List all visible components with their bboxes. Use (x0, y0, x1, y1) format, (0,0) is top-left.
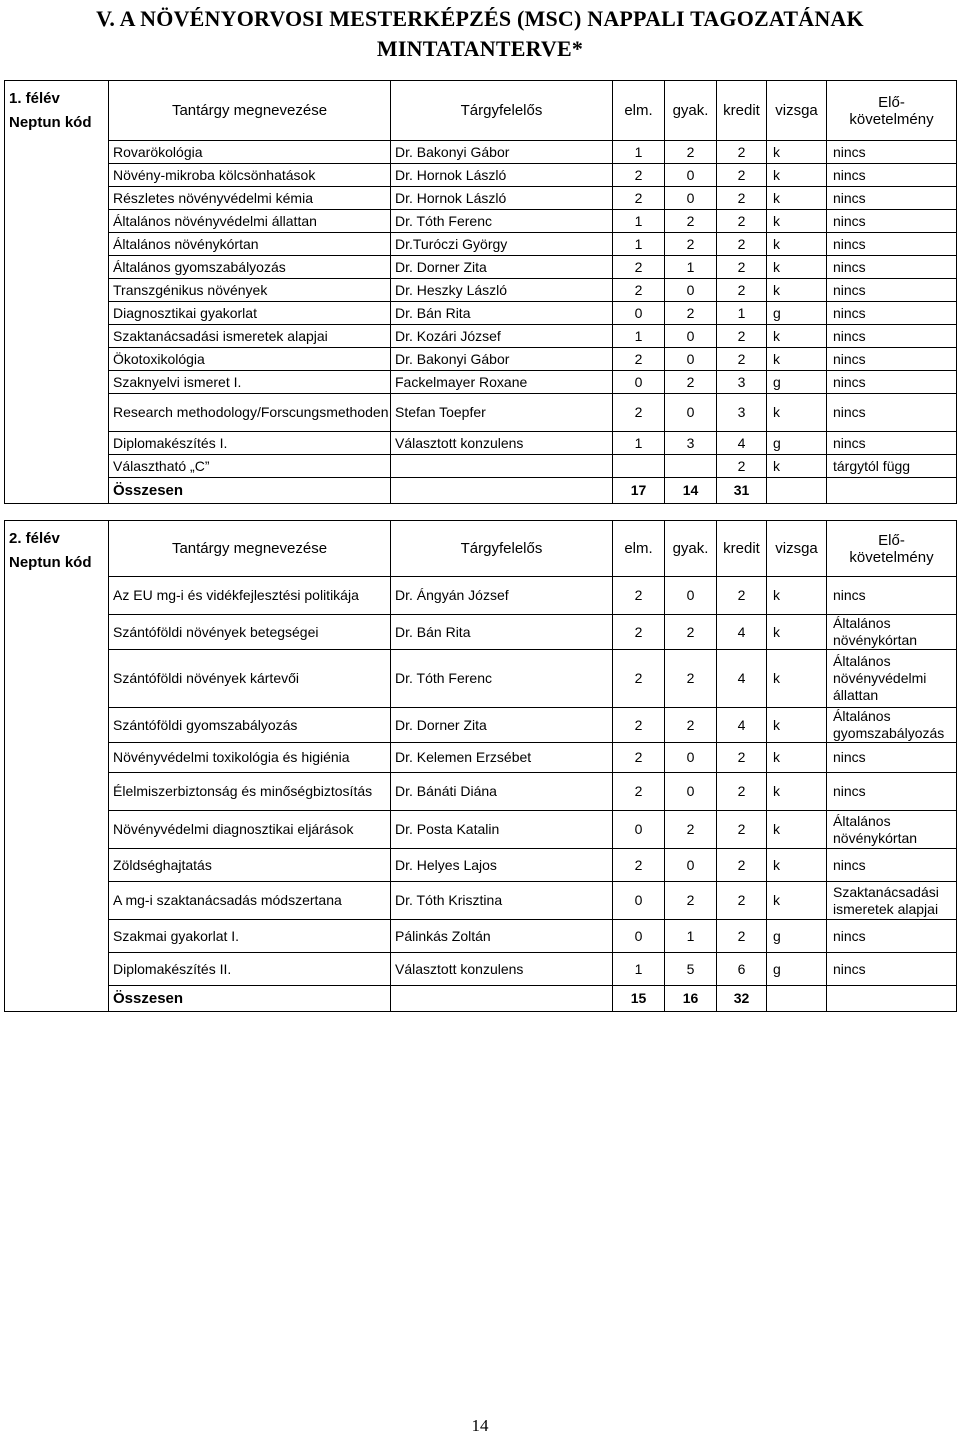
responsible-cell (391, 478, 613, 504)
subject-cell: Növényvédelmi toxikológia és higiénia (109, 743, 391, 773)
elm-cell: 2 (613, 256, 665, 279)
neptun-code-cell (5, 187, 109, 210)
gyak-cell: 2 (665, 233, 717, 256)
vizsga-cell: k (767, 577, 827, 615)
subject-cell: Szakmai gyakorlat I. (109, 920, 391, 953)
elm-cell: 0 (613, 371, 665, 394)
neptun-code-cell (5, 615, 109, 650)
gyak-cell: 0 (665, 743, 717, 773)
prereq-cell: nincs (827, 432, 957, 455)
subject-cell: Szántóföldi növények kártevői (109, 650, 391, 708)
subject-cell: Diplomakészítés I. (109, 432, 391, 455)
gyak-cell: 3 (665, 432, 717, 455)
vizsga-cell: k (767, 650, 827, 708)
table-row (5, 256, 957, 279)
responsible-cell (391, 986, 613, 1012)
neptun-code-cell (5, 256, 109, 279)
vizsga-cell: k (767, 455, 827, 478)
table-row (5, 210, 957, 233)
elm-cell: 2 (613, 708, 665, 743)
elm-cell: 0 (613, 811, 665, 849)
kredit-cell: 4 (717, 615, 767, 650)
neptun-code-cell (5, 773, 109, 811)
prereq-cell: nincs (827, 325, 957, 348)
kredit-cell: 2 (717, 455, 767, 478)
gyak-cell: 2 (665, 210, 717, 233)
prereq-cell: nincs (827, 302, 957, 325)
elm-cell: 2 (613, 650, 665, 708)
prereq-cell: nincs (827, 953, 957, 986)
elm-header: elm. (613, 81, 665, 141)
responsible-cell (391, 455, 613, 478)
responsible-cell: Pálinkás Zoltán (391, 920, 613, 953)
neptun-code-cell (5, 986, 109, 1012)
gyak-cell: 2 (665, 141, 717, 164)
gyak-cell: 0 (665, 773, 717, 811)
neptun-code-cell (5, 953, 109, 986)
prereq-cell: Általános növényvédelmi állattan (827, 650, 957, 708)
table-row (5, 615, 957, 650)
kredit-cell: 2 (717, 325, 767, 348)
vizsga-cell: k (767, 394, 827, 432)
kredit-cell: 2 (717, 849, 767, 882)
table-row (5, 348, 957, 371)
semester-label-cell (5, 521, 109, 577)
kredit-cell: 2 (717, 256, 767, 279)
gyak-cell: 1 (665, 256, 717, 279)
prereq-cell: nincs (827, 371, 957, 394)
vizsga-cell: k (767, 141, 827, 164)
responsible-header: Tárgyfelelős (391, 81, 613, 141)
elm-cell: 2 (613, 279, 665, 302)
kredit-cell: 2 (717, 279, 767, 302)
table-row (5, 743, 957, 773)
prereq-cell: Általános növénykórtan (827, 615, 957, 650)
semester-label: 1. félév (9, 90, 60, 107)
elm-cell: 2 (613, 615, 665, 650)
vizsga-cell: k (767, 187, 827, 210)
prereq-cell: Általános növénykórtan (827, 811, 957, 849)
subject-cell: Élelmiszerbiztonság és minőségbiztosítás (109, 773, 391, 811)
kredit-cell: 6 (717, 953, 767, 986)
total-label: Összesen (109, 986, 391, 1012)
subject-header: Tantárgy megnevezése (109, 521, 391, 577)
responsible-cell: Dr. Bakonyi Gábor (391, 141, 613, 164)
vizsga-cell: g (767, 371, 827, 394)
elm-cell: 1 (613, 432, 665, 455)
header-row (5, 81, 957, 141)
table-row (5, 164, 957, 187)
gyak-cell: 0 (665, 164, 717, 187)
kredit-cell: 3 (717, 371, 767, 394)
table-row (5, 394, 957, 432)
kredit-cell: 2 (717, 164, 767, 187)
prereq-cell (827, 986, 957, 1012)
responsible-cell: Dr. Bán Rita (391, 302, 613, 325)
vizsga-cell: g (767, 432, 827, 455)
responsible-cell: Dr. Heszky László (391, 279, 613, 302)
header-row (5, 521, 957, 577)
subject-cell: Szántóföldi gyomszabályozás (109, 708, 391, 743)
responsible-cell: Választott konzulens (391, 432, 613, 455)
neptun-code-cell (5, 811, 109, 849)
vizsga-cell: k (767, 849, 827, 882)
subject-header: Tantárgy megnevezése (109, 81, 391, 141)
gyak-cell (665, 455, 717, 478)
gyak-cell: 1 (665, 920, 717, 953)
table-row (5, 577, 957, 615)
responsible-cell: Dr. Kozári József (391, 325, 613, 348)
total-label: Összesen (109, 478, 391, 504)
neptun-code-cell (5, 210, 109, 233)
kredit-cell: 2 (717, 773, 767, 811)
elm-cell: 2 (613, 348, 665, 371)
vizsga-cell: k (767, 210, 827, 233)
neptun-code-header: Neptun kód (9, 114, 92, 131)
prereq-cell: nincs (827, 394, 957, 432)
gyak-cell: 0 (665, 577, 717, 615)
prereq-header: Elő- követelmény (827, 81, 957, 141)
responsible-cell: Dr. Hornok László (391, 164, 613, 187)
table-row (5, 187, 957, 210)
elm-cell: 0 (613, 882, 665, 920)
prereq-cell: nincs (827, 233, 957, 256)
responsible-cell: Dr. Dorner Zita (391, 256, 613, 279)
neptun-code-cell (5, 164, 109, 187)
gyak-cell: 2 (665, 371, 717, 394)
kredit-cell: 2 (717, 811, 767, 849)
neptun-code-cell (5, 882, 109, 920)
vizsga-header: vizsga (767, 521, 827, 577)
vizsga-header: vizsga (767, 81, 827, 141)
subject-cell: Diplomakészítés II. (109, 953, 391, 986)
subject-cell: Választható „C” (109, 455, 391, 478)
total-elm: 15 (613, 986, 665, 1012)
prereq-cell: tárgytól függ (827, 455, 957, 478)
semester-label: 2. félév (9, 530, 60, 547)
prereq-cell: nincs (827, 164, 957, 187)
subject-cell: Növény-mikroba kölcsönhatások (109, 164, 391, 187)
responsible-cell: Dr. Dorner Zita (391, 708, 613, 743)
responsible-cell: Dr. Bánáti Diána (391, 773, 613, 811)
table-row (5, 811, 957, 849)
subject-cell: Research methodology/Forscungsmethoden (109, 394, 391, 432)
kredit-cell: 2 (717, 233, 767, 256)
responsible-cell: Dr. Kelemen Erzsébet (391, 743, 613, 773)
subject-cell: Diagnosztikai gyakorlat (109, 302, 391, 325)
vizsga-cell: k (767, 279, 827, 302)
prereq-cell: nincs (827, 920, 957, 953)
gyak-cell: 2 (665, 302, 717, 325)
neptun-code-cell (5, 577, 109, 615)
table-row (5, 849, 957, 882)
table-row (5, 141, 957, 164)
elm-cell: 0 (613, 920, 665, 953)
subject-cell: Zöldséghajtatás (109, 849, 391, 882)
elm-cell: 1 (613, 233, 665, 256)
vizsga-cell: k (767, 348, 827, 371)
kredit-cell: 4 (717, 708, 767, 743)
gyak-cell: 0 (665, 187, 717, 210)
gyak-cell: 2 (665, 650, 717, 708)
vizsga-cell: g (767, 302, 827, 325)
subject-cell: Az EU mg-i és vidékfejlesztési politikája (109, 577, 391, 615)
prereq-cell: nincs (827, 743, 957, 773)
vizsga-cell: g (767, 920, 827, 953)
semester1-table (4, 80, 957, 504)
elm-cell: 2 (613, 394, 665, 432)
subject-cell: Szaknyelvi ismeret I. (109, 371, 391, 394)
subject-cell: Részletes növényvédelmi kémia (109, 187, 391, 210)
neptun-code-header: Neptun kód (9, 554, 92, 571)
kredit-header: kredit (717, 521, 767, 577)
vizsga-cell (767, 986, 827, 1012)
neptun-code-cell (5, 325, 109, 348)
vizsga-cell: k (767, 233, 827, 256)
neptun-code-cell (5, 849, 109, 882)
gyak-cell: 2 (665, 708, 717, 743)
total-kredit: 31 (717, 478, 767, 504)
gyak-header: gyak. (665, 81, 717, 141)
vizsga-cell: k (767, 325, 827, 348)
responsible-cell: Dr. Tóth Ferenc (391, 650, 613, 708)
prereq-cell: nincs (827, 210, 957, 233)
total-elm: 17 (613, 478, 665, 504)
elm-cell (613, 455, 665, 478)
subject-cell: Általános gyomszabályozás (109, 256, 391, 279)
page-number: 14 (471, 1416, 489, 1435)
vizsga-cell: k (767, 743, 827, 773)
responsible-cell: Stefan Toepfer (391, 394, 613, 432)
prereq-cell: Általános gyomszabályozás (827, 708, 957, 743)
kredit-cell: 2 (717, 141, 767, 164)
prereq-cell: nincs (827, 773, 957, 811)
table-row (5, 279, 957, 302)
neptun-code-cell (5, 233, 109, 256)
semester-label-cell (5, 81, 109, 141)
kredit-cell: 2 (717, 210, 767, 233)
vizsga-cell: k (767, 256, 827, 279)
responsible-cell: Dr. Bakonyi Gábor (391, 348, 613, 371)
prereq-cell: nincs (827, 279, 957, 302)
gyak-cell: 2 (665, 811, 717, 849)
total-row (5, 478, 957, 504)
vizsga-cell: k (767, 811, 827, 849)
responsible-cell: Választott konzulens (391, 953, 613, 986)
document-title-line2: MINTATANTERVE* (376, 36, 584, 61)
subject-cell: A mg-i szaktanácsadás módszertana (109, 882, 391, 920)
elm-cell: 1 (613, 210, 665, 233)
elm-cell: 2 (613, 164, 665, 187)
total-kredit: 32 (717, 986, 767, 1012)
table-row (5, 302, 957, 325)
kredit-cell: 1 (717, 302, 767, 325)
vizsga-cell (767, 478, 827, 504)
prereq-cell: nincs (827, 348, 957, 371)
vizsga-cell: k (767, 773, 827, 811)
document-title-line1: V. A NÖVÉNYORVOSI MESTERKÉPZÉS (MSC) NAPPALI TAGOZATÁNAK (96, 6, 864, 31)
total-row (5, 986, 957, 1012)
table-row (5, 708, 957, 743)
prereq-cell (827, 478, 957, 504)
neptun-code-cell (5, 279, 109, 302)
table-row (5, 650, 957, 708)
table-row (5, 953, 957, 986)
neptun-code-cell (5, 371, 109, 394)
neptun-code-cell (5, 708, 109, 743)
elm-cell: 2 (613, 743, 665, 773)
gyak-cell: 0 (665, 394, 717, 432)
kredit-header: kredit (717, 81, 767, 141)
gyak-cell: 0 (665, 849, 717, 882)
neptun-code-cell (5, 394, 109, 432)
responsible-header: Tárgyfelelős (391, 521, 613, 577)
semester2-table (4, 520, 957, 1012)
elective-row (5, 455, 957, 478)
neptun-code-cell (5, 432, 109, 455)
elm-header: elm. (613, 521, 665, 577)
responsible-cell: Dr. Bán Rita (391, 615, 613, 650)
responsible-cell: Fackelmayer Roxane (391, 371, 613, 394)
elm-cell: 2 (613, 187, 665, 210)
neptun-code-cell (5, 743, 109, 773)
subject-cell: Általános növényvédelmi állattan (109, 210, 391, 233)
prereq-header: Elő- követelmény (827, 521, 957, 577)
gyak-cell: 0 (665, 279, 717, 302)
subject-cell: Szaktanácsadási ismeretek alapjai (109, 325, 391, 348)
elm-cell: 0 (613, 302, 665, 325)
neptun-code-cell (5, 348, 109, 371)
total-gyak: 16 (665, 986, 717, 1012)
neptun-code-cell (5, 141, 109, 164)
elm-cell: 2 (613, 773, 665, 811)
kredit-cell: 2 (717, 920, 767, 953)
elm-cell: 1 (613, 953, 665, 986)
vizsga-cell: k (767, 615, 827, 650)
kredit-cell: 2 (717, 577, 767, 615)
gyak-cell: 2 (665, 615, 717, 650)
subject-cell: Általános növénykórtan (109, 233, 391, 256)
responsible-cell: Dr. Hornok László (391, 187, 613, 210)
table-row (5, 920, 957, 953)
vizsga-cell: g (767, 953, 827, 986)
neptun-code-cell (5, 650, 109, 708)
kredit-cell: 2 (717, 348, 767, 371)
neptun-code-cell (5, 478, 109, 504)
responsible-cell: Dr.Turóczi György (391, 233, 613, 256)
neptun-code-cell (5, 302, 109, 325)
gyak-cell: 5 (665, 953, 717, 986)
total-gyak: 14 (665, 478, 717, 504)
kredit-cell: 4 (717, 432, 767, 455)
gyak-cell: 2 (665, 882, 717, 920)
prereq-cell: nincs (827, 187, 957, 210)
responsible-cell: Dr. Tóth Ferenc (391, 210, 613, 233)
gyak-cell: 0 (665, 348, 717, 371)
elm-cell: 1 (613, 141, 665, 164)
subject-cell: Transzgénikus növények (109, 279, 391, 302)
table-row (5, 773, 957, 811)
prereq-cell: Szaktanácsadási ismeretek alapjai (827, 882, 957, 920)
vizsga-cell: k (767, 164, 827, 187)
prereq-cell: nincs (827, 577, 957, 615)
responsible-cell: Dr. Tóth Krisztina (391, 882, 613, 920)
elm-cell: 2 (613, 577, 665, 615)
prereq-cell: nincs (827, 256, 957, 279)
elm-cell: 1 (613, 325, 665, 348)
responsible-cell: Dr. Ángyán József (391, 577, 613, 615)
neptun-code-cell (5, 920, 109, 953)
neptun-code-cell (5, 455, 109, 478)
subject-cell: Rovarökológia (109, 141, 391, 164)
table-row (5, 432, 957, 455)
subject-cell: Növényvédelmi diagnosztikai eljárások (109, 811, 391, 849)
gyak-header: gyak. (665, 521, 717, 577)
vizsga-cell: k (767, 882, 827, 920)
prereq-cell: nincs (827, 849, 957, 882)
kredit-cell: 2 (717, 743, 767, 773)
gyak-cell: 0 (665, 325, 717, 348)
prereq-cell: nincs (827, 141, 957, 164)
table-row (5, 371, 957, 394)
responsible-cell: Dr. Posta Katalin (391, 811, 613, 849)
subject-cell: Ökotoxikológia (109, 348, 391, 371)
subject-cell: Szántóföldi növények betegségei (109, 615, 391, 650)
responsible-cell: Dr. Helyes Lajos (391, 849, 613, 882)
kredit-cell: 2 (717, 187, 767, 210)
table-row (5, 233, 957, 256)
kredit-cell: 4 (717, 650, 767, 708)
table-row (5, 882, 957, 920)
kredit-cell: 3 (717, 394, 767, 432)
elm-cell: 2 (613, 849, 665, 882)
kredit-cell: 2 (717, 882, 767, 920)
table-row (5, 325, 957, 348)
vizsga-cell: k (767, 708, 827, 743)
